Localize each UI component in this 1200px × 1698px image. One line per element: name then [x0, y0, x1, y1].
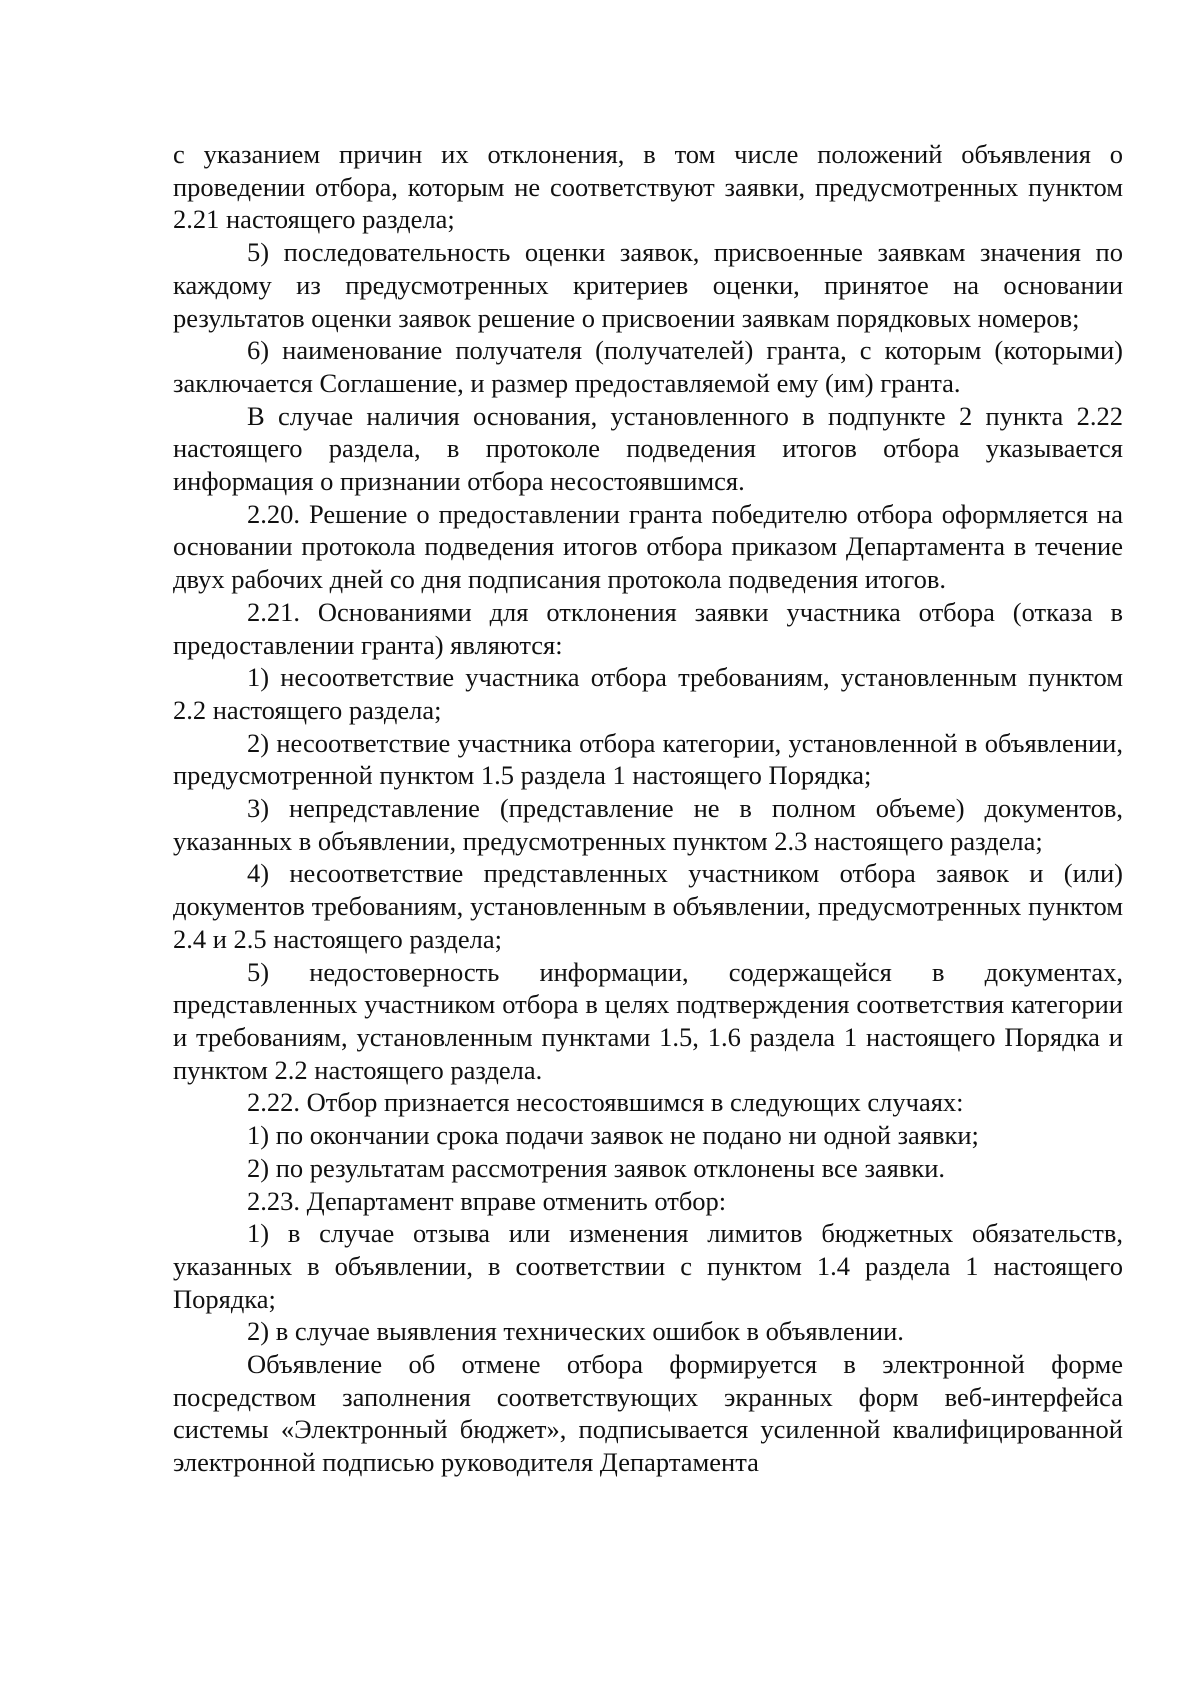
paragraph-item-5-sequence: 5) последовательность оценки заявок, присвоенные заявкам значения по каждому из предусмотренных критериев оценки, принятое на основании результатов оценки заявок решение о присвоении заявкам порядковых номеров;: [173, 237, 1123, 333]
paragraph-2-21-item-5: 5) недостоверность информации, содержащейся в документах, представленных участником отбора в целях подтверждения соответствия категории и требованиям, установленным пунктами 1.5, 1.6 раздела 1 настоящего Порядка и пунктом 2.2 настоящего раздела.: [173, 956, 1123, 1085]
paragraph-2-23: 2.23. Департамент вправе отменить отбор:: [247, 1185, 727, 1216]
paragraph-2-22: 2.22. Отбор признается несостоявшимся в следующих случаях:: [247, 1087, 964, 1118]
paragraph-2-21: 2.21. Основаниями для отклонения заявки участника отбора (отказа в предоставлении гранта) являются:: [173, 596, 1123, 660]
paragraph-2-22-item-1: 1) по окончании срока подачи заявок не подано ни одной заявки;: [247, 1120, 979, 1151]
paragraph-2-22-item-2: 2) по результатам рассмотрения заявок отклонены все заявки.: [247, 1152, 946, 1183]
paragraph-item-6-recipient: 6) наименование получателя (получателей) гранта, с которым (которыми) заключается Соглашение, и размер предоставляемой ему (им) гранта.: [173, 335, 1123, 398]
paragraph-cancellation-notice: Объявление об отмене отбора формируется в электронной форме посредством заполнения соответствующих экранных форм веб-интерфейса системы «Электронный бюджет», подписывается усиленной квалифицированной электронной подписью руководителя Департамента: [173, 1349, 1123, 1478]
paragraph-2-21-item-3: 3) непредставление (представление не в полном объеме) документов, указанных в объявлении, предусмотренных пунктом 2.3 настоящего раздела;: [173, 793, 1123, 856]
paragraph-2-20: 2.20. Решение о предоставлении гранта победителю отбора оформляется на основании протокола подведения итогов отбора приказом Департамента в течение двух рабочих дней со дня подписания протокола подведения итогов.: [173, 498, 1123, 595]
paragraph-2-23-item-1: 1) в случае отзыва или изменения лимитов бюджетных обязательств, указанных в объявлении, в соответствии с пунктом 1.4 раздела 1 настоящего Порядка;: [173, 1218, 1123, 1314]
paragraph-2-21-item-1: 1) несоответствие участника отбора требованиям, установленным пунктом 2.2 настоящего раздела;: [173, 662, 1123, 725]
document-page: [173, 138, 1123, 1479]
paragraph-2-23-item-2: 2) в случае выявления технических ошибок в объявлении.: [247, 1316, 904, 1347]
paragraph-failed-selection-note: В случае наличия основания, установленного в подпункте 2 пункта 2.22 настоящего раздела, в протоколе подведения итогов отбора указывается информация о признании отбора несостоявшимся.: [173, 400, 1123, 497]
paragraph-continuation: с указанием причин их отклонения, в том числе положений объявления о проведении отбора, которым не соответствуют заявки, предусмотренных пунктом 2.21 настоящего раздела;: [173, 139, 1123, 235]
paragraph-2-21-item-2: 2) несоответствие участника отбора категории, установленной в объявлении, предусмотренной пунктом 1.5 раздела 1 настоящего Порядка;: [173, 727, 1123, 791]
paragraph-2-21-item-4: 4) несоответствие представленных участником отбора заявок и (или) документов требованиям, установленным в объявлении, предусмотренных пунктом 2.4 и 2.5 настоящего раздела;: [173, 858, 1123, 954]
